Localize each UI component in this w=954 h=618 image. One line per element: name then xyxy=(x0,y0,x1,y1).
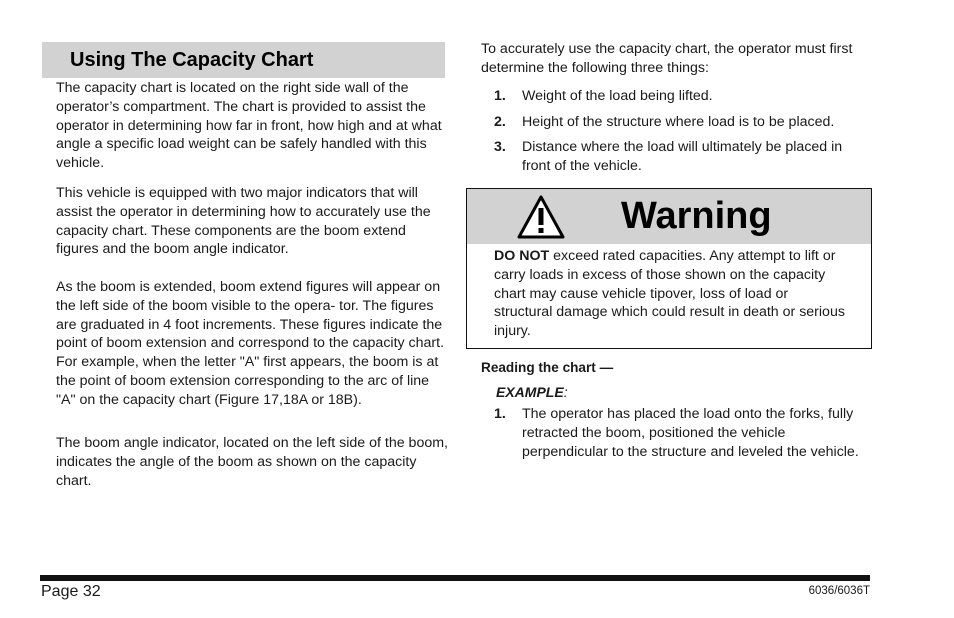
list-item-number: 3. xyxy=(494,139,506,155)
warning-message xyxy=(494,247,849,341)
list-item-text: Distance where the load will ultimately be placed in front of the vehicle. xyxy=(522,139,843,174)
paragraph-boom-angle: The boom angle indicator, located on the left side of the boom, indicates the angle of the boom as shown on the capacity chart. xyxy=(56,435,448,489)
reading-chart-heading: Reading the chart — xyxy=(481,360,614,375)
section-title: Using The Capacity Chart xyxy=(70,49,314,71)
list-item-text: Weight of the load being lifted. xyxy=(522,88,713,104)
warning-box xyxy=(466,188,872,349)
list-item-text: The operator has placed the load onto the forks, fully retracted the boom, positioned the vehicle perpendicular to the structure and leveled the vehicle. xyxy=(522,406,859,460)
model-number: 6036/6036T xyxy=(808,585,870,597)
exclamation-triangle-icon xyxy=(517,195,565,239)
warning-title: Warning xyxy=(621,195,772,237)
footer-rule xyxy=(40,575,870,581)
paragraph-chart-location: The capacity chart is located on the right side wall of the operator’s compartment. The chart is provided to assist the operator in determining how far in front, how high and at what angle a specific load weight can be safely handled with this vehicle. xyxy=(56,80,442,172)
list-item-text: Height of the structure where load is to be placed. xyxy=(522,114,835,130)
example-label xyxy=(496,383,568,402)
example-colon: : xyxy=(563,384,568,400)
list-item-number: 2. xyxy=(494,114,506,130)
paragraph-indicators: This vehicle is equipped with two major indicators that will assist the operator in determining how to accurately use the capacity chart. These components are the boom extend figures and the boom angle indicator. xyxy=(56,185,431,258)
warning-body: exceed rated capacities. Any attempt to lift or carry loads in excess of those shown on the capacity chart may cause vehicle tipover, loss of load or structural damage which could result in death or serious injury. xyxy=(494,248,845,340)
page-number: Page 32 xyxy=(41,583,101,600)
section-header-bar xyxy=(42,42,445,78)
list-item-number: 1. xyxy=(494,406,506,422)
list-item-number: 1. xyxy=(494,88,506,104)
example-label-text: EXAMPLE xyxy=(496,384,564,400)
paragraph-intro: To accurately use the capacity chart, the operator must first determine the following three things: xyxy=(481,41,853,76)
warning-header xyxy=(467,189,871,244)
paragraph-boom-extend: As the boom is extended, boom extend figures will appear on the left side of the boom visible to the opera- tor. The figures are graduated in 4 foot increments. These figures indicate the point of boom extension and correspond to the capacity chart. For example, when the letter "A" first appears, the boom is at the point of boom extension corresponding to the arc of line "A" on the capacity chart (Figure 17,18A or 18B). xyxy=(56,279,445,408)
warning-bold-lead: DO NOT xyxy=(494,248,550,264)
